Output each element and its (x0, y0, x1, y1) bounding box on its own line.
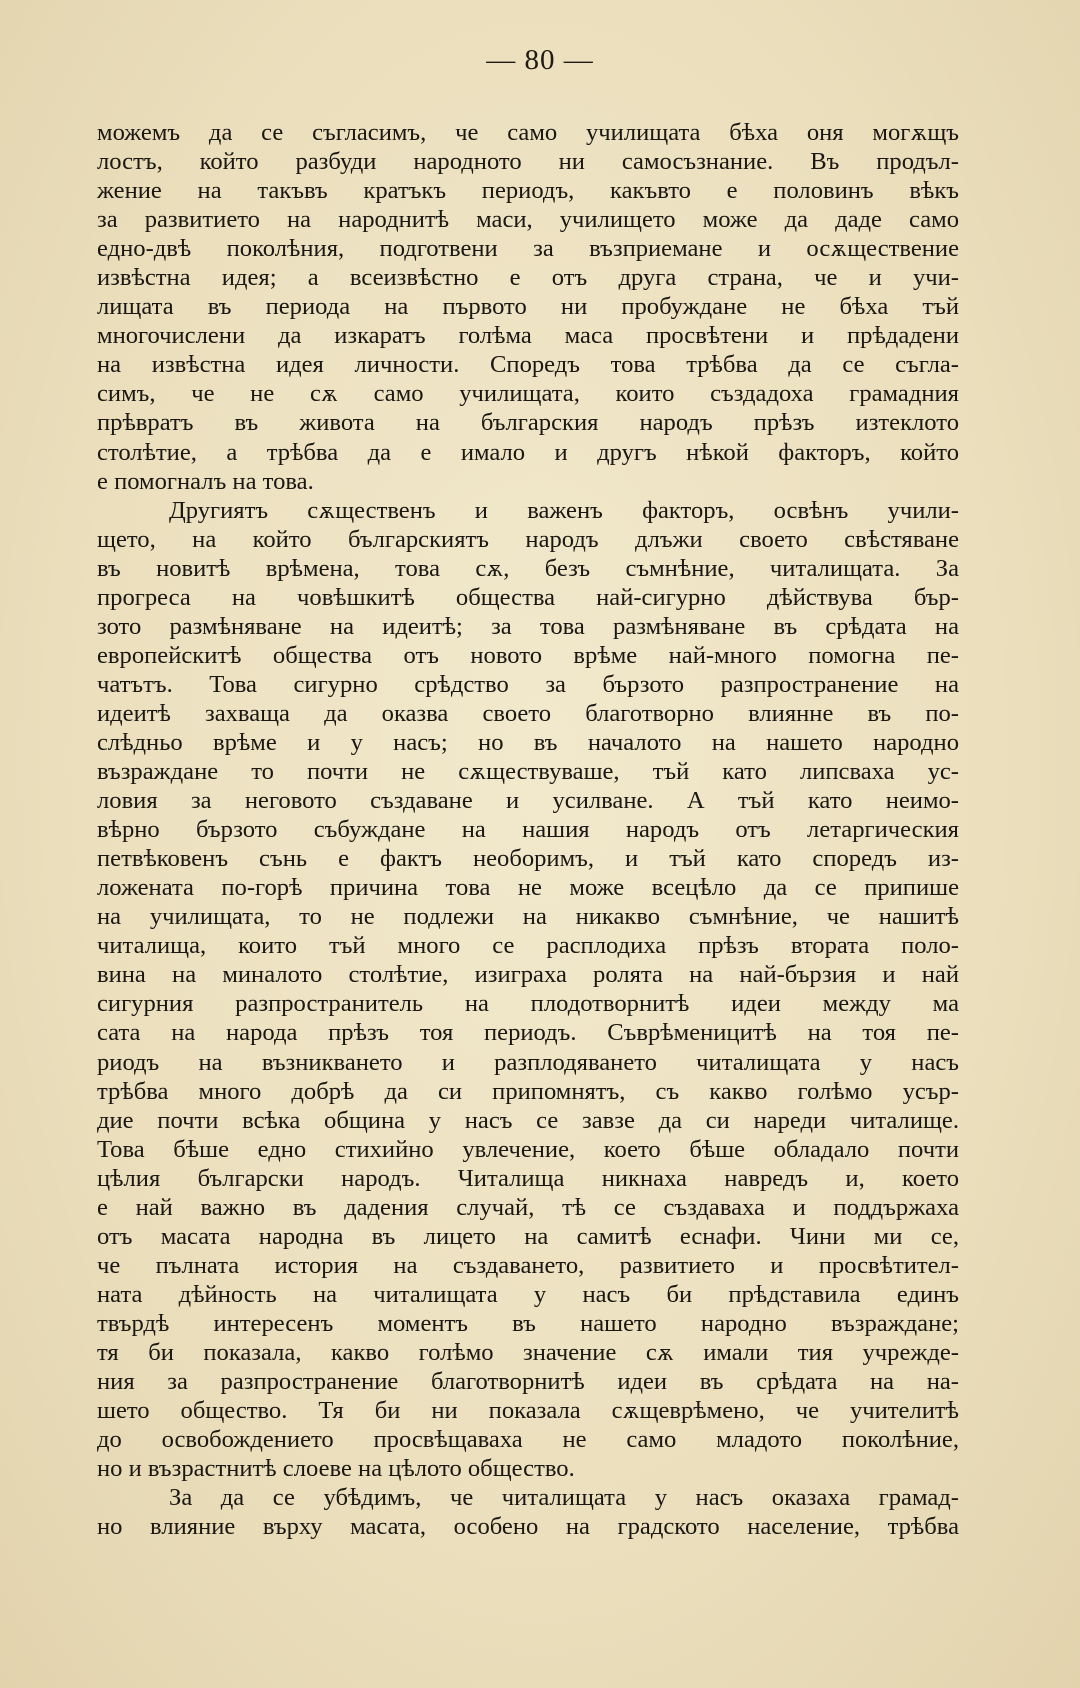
text-line: ложената по-горѣ причина това не може всецѣло да се припише (97, 874, 959, 902)
text-line: жение на такъвъ кратъкъ периодъ, какъвто е половинъ вѣкъ (97, 177, 959, 205)
text-line: ловия за неговото създаване и усилване. А тъй като неимо- (97, 787, 959, 815)
text-line: за развитието на народнитѣ маси, училището може да даде само (97, 206, 959, 234)
text-line: слѣдньо врѣме и у насъ; но въ началото на нашето народно (97, 728, 959, 756)
text-line: извѣстна идея; а всеизвѣстно е отъ друга страна, че и учи- (97, 264, 959, 292)
text-line: симъ, че не сѫ само училищата, които създадоха грамадния (97, 380, 959, 408)
text-line: многочислени да изкаратъ голѣма маса просвѣтени и прѣдадени (97, 322, 959, 350)
text-line: е най важно въ дадения случай, тѣ се създаваха и поддържаха (97, 1193, 959, 1221)
text-line: Това бѣше едно стихийно увлечение, което бѣше обладало почти (97, 1135, 959, 1163)
text-line: на извѣстна идея личности. Споредъ това трѣбва да се съгла- (97, 351, 959, 379)
text-line: риодъ на възникването и разплодяването читалищата у насъ (97, 1048, 959, 1076)
text-line: до освобождението просвѣщаваха не само младото поколѣние, (97, 1426, 959, 1454)
text-line: трѣбва много добрѣ да си припомнятъ, съ какво голѣмо усър- (97, 1077, 959, 1105)
text-line: лищата въ периода на първото ни пробуждане не бѣха тъй (97, 293, 959, 321)
text-line: европейскитѣ общества отъ новото врѣме най-много помогна пе- (97, 641, 959, 669)
text-line: шето общество. Тя би ни показала сѫщеврѣмено, че учителитѣ (97, 1397, 959, 1425)
text-line: читалища, които тъй много се расплодиха прѣзъ втората поло- (97, 932, 959, 960)
paragraph-end-line: но и възрастнитѣ слоеве на цѣлото общество. (97, 1455, 575, 1483)
paragraph-start-line: За да се убѣдимъ, че читалищата у насъ оказаха грамад- (169, 1484, 959, 1512)
paragraph-start-line: Другиятъ сѫщественъ и важенъ факторъ, освѣнъ учили- (169, 496, 959, 524)
text-line: вина на миналото столѣтие, изиграха ролята на най-бързия и най (97, 961, 959, 989)
text-line: вѣрно бързото събуждане на нашия народъ отъ летаргическия (97, 816, 959, 844)
page-number: — 80 — (486, 44, 594, 76)
text-line: можемъ да се съгласимъ, че само училищата бѣха оня могѫщъ (97, 119, 959, 146)
text-line: зото размѣняване на идеитѣ; за това размѣняване въ срѣдата на (97, 612, 959, 640)
text-line: идеитѣ захваща да оказва своето благотворно влиянне въ по- (97, 699, 959, 727)
text-line: но влияние върху масата, особено на градското население, трѣбва (97, 1513, 959, 1541)
text-line: ния за разпространение благотворнитѣ идеи въ срѣдата на на- (97, 1368, 959, 1396)
text-line: твърдѣ интересенъ моментъ въ нашето народно възраждане; (97, 1309, 959, 1337)
text-line: сата на народа прѣзъ тоя периодъ. Съврѣменицитѣ на тоя пе- (97, 1019, 959, 1047)
text-line: на училищата, то не подлежи на никакво съмнѣние, че нашитѣ (97, 903, 959, 931)
text-line: едно-двѣ поколѣния, подготвени за възприемане и осѫществение (97, 235, 959, 263)
text-line: столѣтие, а трѣбва да е имало и другъ нѣкой факторъ, който (97, 438, 959, 466)
text-line: въ новитѣ врѣмена, това сѫ, безъ съмнѣние, читалищата. За (97, 554, 959, 582)
text-line: щето, на който българскиятъ народъ длъжи своето свѣстяване (97, 525, 959, 553)
text-line: чатътъ. Това сигурно срѣдство за бързото разпространение на (97, 670, 959, 698)
text-line: прогреса на човѣшкитѣ общества най-сигурно дѣйствува бър- (97, 583, 959, 611)
text-line: отъ масата народна въ лицето на самитѣ еснафи. Чини ми се, (97, 1222, 959, 1250)
text-line: лостъ, който разбуди народното ни самосъзнание. Въ продъл- (97, 148, 959, 176)
text-line: ната дѣйность на читалищата у насъ би прѣдставила единъ (97, 1280, 959, 1308)
text-line: прѣвратъ въ живота на българския народъ прѣзъ изтеклото (97, 409, 959, 437)
text-line: сигурния разпространитель на плодотворнитѣ идеи между ма (97, 990, 959, 1018)
paragraph-end-line: е помогналъ на това. (97, 467, 314, 495)
body-text (97, 118, 959, 1541)
text-line: тя би показала, какво голѣмо значение сѫ имали тия учрежде- (97, 1338, 959, 1366)
text-line: че пълната история на създаването, развитието и просвѣтител- (97, 1251, 959, 1279)
text-line: дие почти всѣка община у насъ се завзе да си нареди читалище. (97, 1106, 959, 1134)
text-line: петвѣковенъ сънь е фактъ необоримъ, и тъй като споредъ из- (97, 845, 959, 873)
text-line: цѣлия български народъ. Читалища никнаха навредъ и, което (97, 1164, 959, 1192)
text-line: възраждане то почти не сѫществуваше, тъй като липсваха ус- (97, 758, 959, 786)
